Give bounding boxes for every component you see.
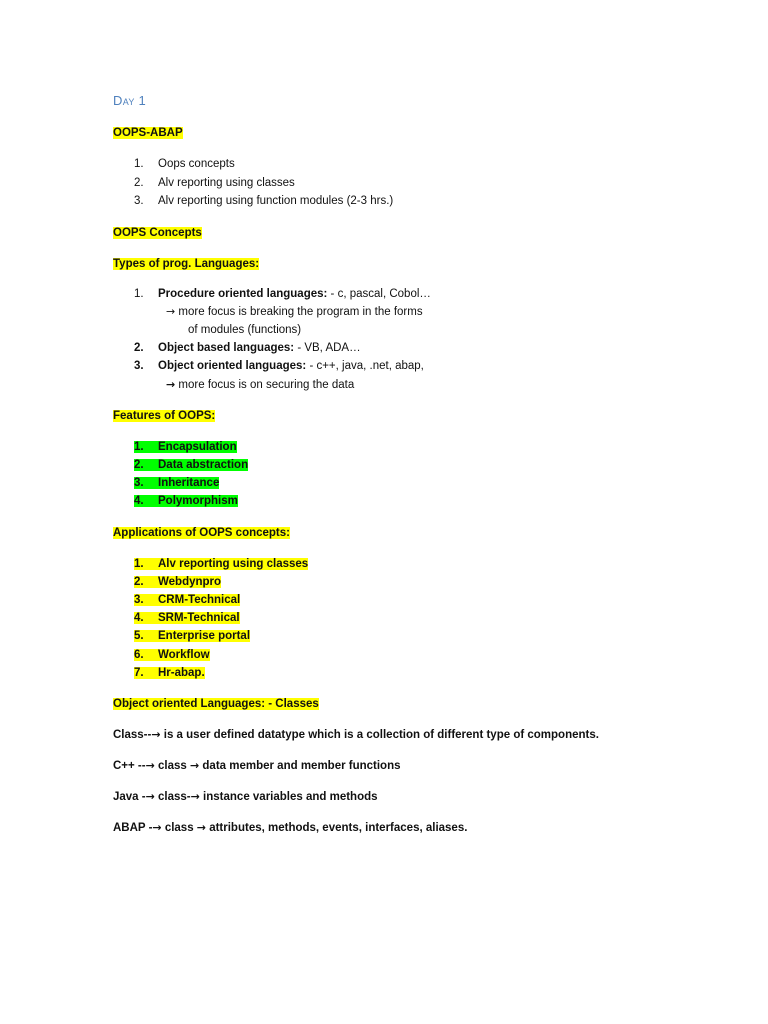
highlighted-item [134, 477, 219, 489]
list-number: 3. [134, 195, 144, 207]
list-number: 6. [134, 649, 144, 661]
highlighted-item [134, 495, 238, 507]
features-heading-text: Features of OOPS: [113, 410, 216, 422]
applications-heading [113, 525, 290, 541]
list-text: SRM-Technical [158, 612, 240, 624]
def-text: class [161, 822, 197, 834]
applications-list-item [134, 574, 221, 590]
note-text: more focus is breaking the program in the forms [178, 306, 423, 318]
arrow-icon: → [166, 378, 176, 391]
list-number: 4. [134, 612, 144, 624]
cpp-definition [113, 758, 401, 774]
def-term: C++ -- [113, 760, 146, 772]
list-text: - c++, java, .net, abap, [306, 360, 424, 372]
note-text: more focus is on securing the data [178, 379, 355, 391]
arrow-icon: → [145, 759, 155, 772]
applications-list-item [134, 628, 250, 644]
intro-list-item [134, 193, 393, 209]
highlighted-item [134, 667, 205, 679]
applications-list-item [134, 556, 308, 572]
applications-list-item [134, 592, 240, 608]
intro-list-item [134, 156, 235, 172]
def-text: instance variables and methods [199, 791, 378, 803]
types-heading [113, 256, 259, 272]
list-text: Alv reporting using function modules (2-3 hrs.) [158, 195, 394, 207]
list-label: Procedure oriented languages: [158, 288, 328, 300]
highlighted-item [134, 649, 210, 661]
types-list-item [134, 340, 361, 356]
features-list-item [134, 493, 238, 509]
day-heading: Day 1 [113, 93, 147, 108]
class-definition [113, 727, 599, 743]
highlighted-item [134, 441, 237, 453]
list-text: CRM-Technical [158, 594, 241, 606]
list-number: 1. [134, 558, 144, 570]
highlighted-item [134, 594, 240, 606]
list-text: Enterprise portal [158, 630, 251, 642]
list-text: Inheritance [158, 477, 220, 489]
oops-concepts-heading [113, 225, 202, 241]
features-list-item [134, 457, 248, 473]
list-text: Workflow [158, 649, 210, 661]
features-heading [113, 408, 215, 424]
list-text: - c, pascal, Cobol… [327, 288, 431, 300]
list-text: Encapsulation [158, 441, 237, 453]
highlighted-item [134, 612, 240, 624]
list-number: 4. [134, 495, 144, 507]
arrow-icon: → [152, 821, 162, 834]
types-note [166, 304, 423, 320]
def-text: class- [154, 791, 191, 803]
list-text: Alv reporting using classes [158, 177, 295, 189]
list-label: Object oriented languages: [158, 360, 307, 372]
list-number: 5. [134, 630, 144, 642]
highlighted-item [134, 576, 221, 588]
list-number: 1. [134, 441, 144, 453]
list-text: Data abstraction [158, 459, 249, 471]
oo-languages-heading [113, 696, 319, 712]
list-number: 1. [134, 288, 144, 300]
list-text: - VB, ADA… [294, 342, 361, 354]
list-number: 1. [134, 158, 144, 170]
oops-concepts-text: OOPS Concepts [113, 227, 202, 239]
def-text: is a user defined datatype which is a collection of different type of components. [160, 729, 599, 741]
list-number: 2. [134, 459, 144, 471]
list-number: 3. [134, 360, 144, 372]
list-label: Object based languages: [158, 342, 295, 354]
abap-definition [113, 820, 467, 836]
types-note [166, 377, 354, 393]
arrow-icon: → [151, 728, 161, 741]
types-list-item [134, 358, 424, 374]
list-text: Oops concepts [158, 158, 235, 170]
highlighted-item [134, 459, 248, 471]
applications-list-item [134, 610, 240, 626]
def-term: Class-- [113, 729, 152, 741]
list-number: 3. [134, 594, 144, 606]
arrow-icon: → [190, 790, 200, 803]
arrow-icon: → [196, 821, 207, 834]
title-heading [113, 125, 183, 141]
features-list-item [134, 439, 237, 455]
def-text: data member and member functions [199, 760, 401, 772]
applications-list-item [134, 647, 210, 663]
list-text: Alv reporting using classes [158, 558, 309, 570]
list-number: 3. [134, 477, 144, 489]
list-text: Webdynpro [158, 576, 222, 588]
list-text: Polymorphism [158, 495, 238, 507]
types-note: of modules (functions) [188, 324, 302, 336]
types-list-item [134, 286, 431, 302]
list-number: 2. [134, 177, 144, 189]
list-text: Hr-abap. [158, 667, 205, 679]
def-text: attributes, methods, events, interfaces, aliases. [206, 822, 468, 834]
highlighted-item [134, 630, 250, 642]
applications-list-item [134, 665, 205, 681]
def-text: class [154, 760, 190, 772]
list-number: 7. [134, 667, 144, 679]
list-number: 2. [134, 576, 144, 588]
highlighted-item [134, 558, 308, 570]
oo-languages-heading-text: Object oriented Languages: - Classes [113, 698, 319, 710]
list-number: 2. [134, 342, 144, 354]
arrow-icon: → [166, 305, 176, 318]
intro-list-item [134, 175, 295, 191]
def-term: ABAP - [113, 822, 153, 834]
features-list-item [134, 475, 219, 491]
types-heading-text: Types of prog. Languages: [113, 258, 260, 270]
arrow-icon: → [145, 790, 155, 803]
def-term: Java - [113, 791, 146, 803]
title-text: OOPS-ABAP [113, 127, 183, 139]
arrow-icon: → [189, 759, 200, 772]
java-definition [113, 789, 378, 805]
applications-heading-text: Applications of OOPS concepts: [113, 527, 290, 539]
